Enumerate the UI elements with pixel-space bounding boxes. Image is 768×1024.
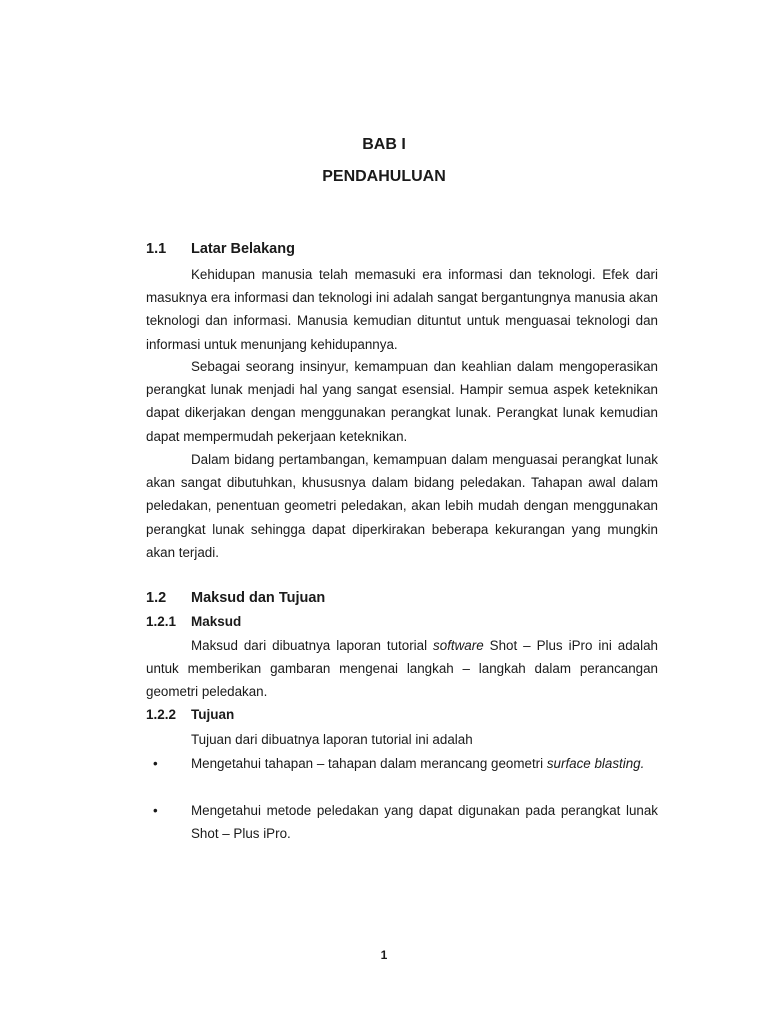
subsection-number: 1.2.1	[146, 614, 177, 629]
paragraph-maksud	[146, 634, 658, 704]
subsection-heading-1-2-2	[146, 707, 234, 722]
subsection-heading-1-2-1	[146, 614, 241, 629]
maksud-text-start: Maksud dari dibuatnya laporan tutorial	[191, 638, 434, 653]
section-heading-1-1	[146, 241, 295, 257]
chapter-number: BAB I	[362, 136, 406, 153]
chapter-title: PENDAHULUAN	[322, 168, 446, 185]
list-item	[146, 799, 658, 845]
paragraph-2: Sebagai seorang insinyur, kemampuan dan keahlian dalam mengoperasikan perangkat lunak menjadi hal yang sangat esensial. Hampir semua aspek keteknikan dapat dikerjakan dengan menggunakan perangkat lunak. Perangkat lunak kemudian dapat mempermudah pekerjaan keteknikan.	[146, 359, 658, 444]
subsection-number: 1.2.2	[146, 707, 177, 722]
paragraph-1: Kehidupan manusia telah memasuki era informasi dan teknologi. Efek dari masuknya era informasi dan teknologi ini adalah sangat bergantungnya manusia akan teknologi dan informasi. Manusia kemudian dituntut untuk menguasai teknologi dan informasi untuk menunjang kehidupannya.	[146, 267, 658, 352]
section-title: Latar Belakang	[191, 241, 295, 257]
paragraph-tujuan-intro: Tujuan dari dibuatnya laporan tutorial ini adalah	[191, 732, 473, 747]
list-item	[146, 752, 658, 775]
subsection-title: Tujuan	[191, 707, 235, 722]
page-number: 1	[380, 948, 388, 962]
maksud-text-end: Shot – Plus iPro ini adalah untuk memberikan gambaran mengenai langkah – langkah dalam perancangan geometri peledakan.	[146, 638, 658, 700]
list-item-text	[191, 752, 658, 775]
bullet-icon: •	[153, 756, 158, 771]
bullet-icon: •	[153, 803, 158, 818]
section-number: 1.1	[146, 241, 167, 257]
subsection-title: Maksud	[191, 614, 242, 629]
paragraph-3: Dalam bidang pertambangan, kemampuan dalam menguasai perangkat lunak akan sangat dibutuhkan, khususnya dalam bidang peledakan. Tahapan awal dalam peledakan, penentuan geometri peledakan, akan lebih mudah dengan menggunakan perangkat lunak sehingga dapat diperkirakan beberapa kekurangan yang mungkin akan terjadi.	[146, 452, 658, 560]
maksud-text-italic: software	[433, 638, 484, 653]
bullet-text-italic: surface blasting.	[546, 756, 645, 771]
section-heading-1-2	[146, 590, 325, 606]
section-title: Maksud dan Tujuan	[191, 590, 326, 606]
bullet-text-start: Mengetahui tahapan – tahapan dalam merancang geometri	[191, 756, 547, 771]
list-item-text: Mengetahui metode peledakan yang dapat digunakan pada perangkat lunak Shot – Plus iPro.	[191, 803, 658, 842]
section-number: 1.2	[146, 590, 167, 606]
